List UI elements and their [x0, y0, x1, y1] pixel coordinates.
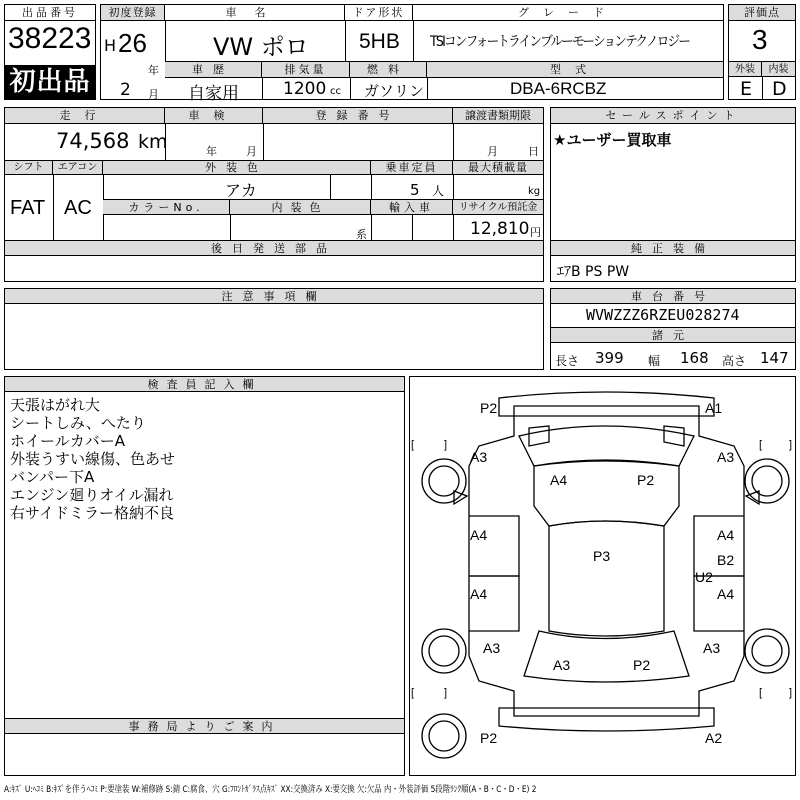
- car-name: VW ポロ: [213, 33, 309, 61]
- ext-color: アカ: [225, 181, 257, 200]
- damage-mark: P2: [480, 730, 498, 746]
- damage-mark: A4: [470, 527, 488, 543]
- shift: FAT: [10, 197, 46, 219]
- divider: [53, 175, 54, 240]
- length-label: 長さ: [555, 354, 580, 368]
- mileage-label: 走行: [5, 108, 165, 124]
- score: 3: [752, 24, 768, 55]
- recycle-unit: 円: [530, 226, 541, 239]
- recycle-deposit: 12,810: [470, 219, 530, 239]
- interior-label: 内装: [762, 62, 795, 77]
- exterior-label: 外装: [729, 62, 762, 77]
- remark-line: 天張はがれ大: [10, 396, 101, 414]
- divider: [263, 124, 264, 160]
- damage-mark: A4: [470, 586, 488, 602]
- mileage-unit: km: [138, 131, 168, 153]
- inspector-label: 検査員記入欄: [5, 377, 404, 392]
- first-listing-badge: 初出品: [5, 65, 95, 99]
- bracket-mark: [: [411, 439, 415, 451]
- bracket-mark: [: [411, 687, 415, 699]
- caution-label: 注意事項欄: [5, 289, 543, 304]
- int-color-label: 内装色: [230, 200, 371, 215]
- first-reg-year: 26: [118, 28, 147, 58]
- capacity-unit: 人: [432, 184, 445, 198]
- damage-mark: A1: [705, 400, 723, 416]
- ac-label: エアコン: [53, 161, 103, 175]
- bracket-mark: ]: [444, 687, 448, 699]
- remark-line: エンジン廻りオイル漏れ: [10, 486, 174, 504]
- damage-mark: A4: [717, 586, 735, 602]
- inspection-year-unit: 年: [206, 145, 217, 158]
- inspection-label: 車検: [165, 108, 263, 124]
- divider: [427, 78, 428, 99]
- damage-mark: P2: [633, 657, 651, 673]
- int-color-unit: 系: [356, 228, 367, 241]
- remark-line: シートしみ、へたり: [10, 414, 146, 432]
- capacity: 5: [410, 181, 420, 199]
- first-reg-label: 初度登録: [101, 5, 165, 21]
- car-diagram: [409, 376, 796, 776]
- mileage: 74,568: [56, 129, 130, 153]
- divider: [453, 124, 454, 160]
- damage-mark: P2: [637, 472, 655, 488]
- divider: [412, 215, 413, 240]
- score-label: 評価点: [729, 5, 795, 21]
- remark-line: バンパー下A: [10, 468, 95, 486]
- max-load-unit: kg: [528, 186, 541, 197]
- reg-no-label: 登録番号: [263, 108, 453, 124]
- chassis-number: WVWZZZ6RZEU028274: [586, 306, 740, 324]
- history-label: 車歴: [165, 62, 262, 78]
- damage-mark: A3: [703, 640, 721, 656]
- later-parts-label: 後日発送部品: [5, 241, 543, 256]
- divider: [413, 21, 414, 61]
- chassis-label: 車台番号: [551, 289, 795, 304]
- damage-mark: B2: [717, 552, 735, 568]
- transfer-day-unit: 日: [528, 145, 539, 158]
- exterior-grade: E: [740, 78, 753, 100]
- lot-number: 38223: [8, 22, 92, 55]
- model-label: 型式: [427, 62, 723, 78]
- transfer-label: 譲渡書類期限: [453, 108, 543, 124]
- damage-mark: P2: [480, 400, 498, 416]
- selling-point: ★ユーザー買取車: [553, 131, 672, 149]
- history: 自家用: [188, 84, 239, 104]
- interior-grade: D: [772, 78, 787, 100]
- door-label: ドア形状: [345, 5, 413, 21]
- recycle-label: リサイクル預託金: [453, 200, 543, 215]
- color-no-label: カラーNo.: [103, 200, 230, 215]
- door-type: 5HB: [359, 30, 400, 53]
- divider: [330, 175, 331, 199]
- shift-label: シフト: [5, 161, 53, 175]
- damage-mark: A2: [705, 730, 723, 746]
- inspection-month-unit: 月: [246, 145, 257, 158]
- grade: TSIコンフォートラインブルーモーションテクノロジー: [430, 34, 690, 50]
- bracket-mark: ]: [789, 687, 793, 699]
- month-unit: 月: [148, 88, 159, 101]
- divider: [262, 78, 263, 99]
- first-reg-month: 2: [120, 80, 131, 100]
- divider: [230, 215, 231, 240]
- genuine-equipment: ｴｱB PS PW: [557, 264, 630, 280]
- ext-color-label: 外装色: [103, 161, 371, 175]
- genuine-label: 純正装備: [551, 241, 795, 256]
- divider: [762, 77, 763, 99]
- height-label: 高さ: [722, 354, 747, 368]
- width-label: 幅: [648, 354, 661, 368]
- displacement-unit: cc: [330, 86, 341, 97]
- bracket-mark: [: [759, 687, 763, 699]
- divider: [350, 78, 351, 99]
- width: 168: [680, 349, 709, 367]
- damage-mark: A3: [470, 449, 488, 465]
- damage-mark: U2: [695, 569, 713, 585]
- fuel: ガソリン: [364, 82, 425, 100]
- model: DBA-6RCBZ: [510, 79, 607, 98]
- damage-mark: A3: [553, 657, 571, 673]
- bracket-mark: ]: [789, 439, 793, 451]
- transfer-month-unit: 月: [487, 145, 498, 158]
- selling-point-label: セールスポイント: [551, 108, 795, 124]
- office-label: 事務局よりご案内: [5, 719, 404, 734]
- grade-label: グレード: [413, 5, 723, 21]
- height: 147: [760, 349, 789, 367]
- damage-mark: A3: [717, 449, 735, 465]
- divider: [371, 215, 372, 240]
- damage-mark: A4: [550, 472, 568, 488]
- inspector-remarks: [10, 396, 175, 522]
- year-unit: 年: [148, 64, 159, 77]
- max-load-label: 最大積載量: [453, 161, 543, 175]
- car-name-label: 車名: [165, 5, 345, 21]
- legend: A:ｷｽﾞ U:ﾍｺﾐ B:ｷｽﾞを伴うﾍｺﾐ P:要塗装 W:補修跡 S:錆 C:腐食、穴 G:ﾌﾛﾝﾄｶﾞﾗｽ点ｷｽﾞ XX:交換済み X:要交換 欠:欠品 内・外装評価 5段階ﾗﾝｸ順(A・B・C・D・E) 2: [4, 785, 537, 795]
- specs-label: 諸元: [551, 328, 795, 343]
- era: H: [104, 36, 117, 55]
- length: 399: [595, 349, 624, 367]
- air-conditioner: AC: [64, 197, 92, 219]
- divider: [371, 175, 372, 199]
- bracket-mark: ]: [444, 439, 448, 451]
- bracket-mark: [: [759, 439, 763, 451]
- divider: [345, 21, 346, 61]
- import-label: 輸入車: [371, 200, 453, 215]
- remark-line: 右サイドミラー格納不良: [10, 504, 174, 522]
- remark-line: ホイールカバーA: [10, 432, 125, 450]
- lot-number-label: 出品番号: [5, 5, 95, 21]
- remark-line: 外装うすい線傷、色あせ: [10, 450, 176, 468]
- divider: [165, 21, 166, 61]
- divider: [729, 61, 795, 62]
- displacement-label: 排気量: [262, 62, 350, 78]
- capacity-label: 乗車定員: [371, 161, 453, 175]
- damage-mark: P3: [593, 548, 611, 564]
- fuel-label: 燃料: [350, 62, 427, 78]
- damage-mark: A4: [717, 527, 735, 543]
- damage-mark: A3: [483, 640, 501, 656]
- displacement: 1200: [283, 79, 327, 99]
